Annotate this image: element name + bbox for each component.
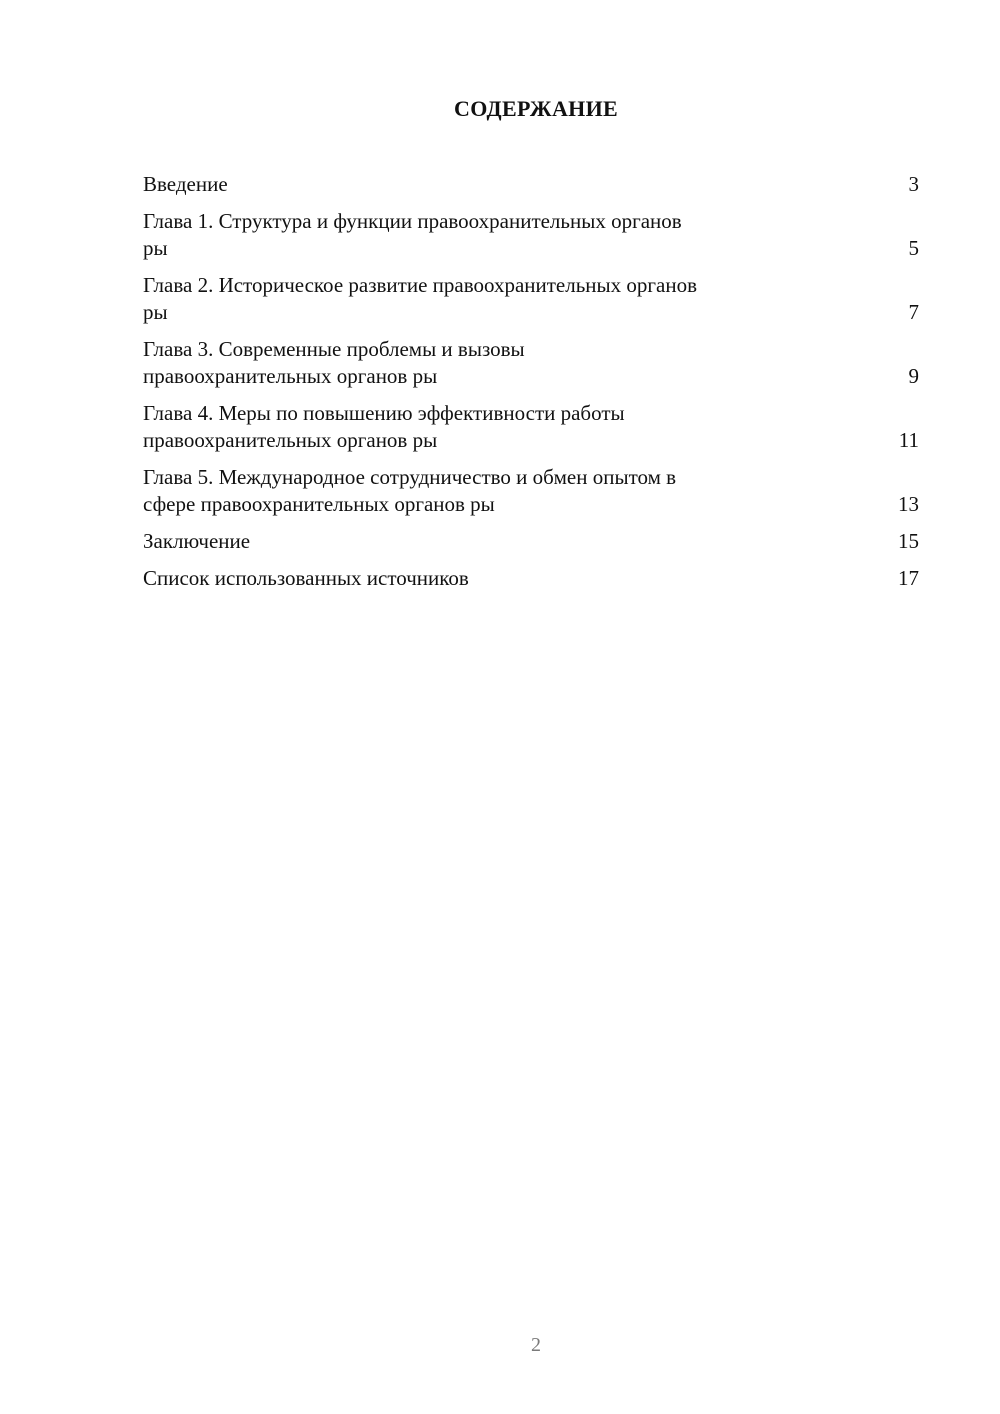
toc-item-chapter-1 <box>143 208 919 262</box>
toc-item-page: 13 <box>898 492 919 516</box>
toc-item-chapter-5 <box>143 464 919 518</box>
toc-item-page: 11 <box>898 428 919 452</box>
page-number: 2 <box>531 1334 541 1356</box>
toc-item-page: 17 <box>898 566 919 590</box>
page-title: СОДЕРЖАНИЕ <box>454 96 618 121</box>
toc-item-label: Список использованных источников <box>143 566 469 590</box>
toc-item-page: 15 <box>898 529 919 553</box>
toc-item-page: 3 <box>908 172 919 196</box>
toc-item-conclusion <box>143 528 919 555</box>
toc-item-page: 5 <box>908 236 919 260</box>
toc-item-label: Глава 5. Международное сотрудничество и обмен опытом в сфере правоохранительных органов ры <box>143 465 677 516</box>
toc-item-chapter-4 <box>143 400 919 454</box>
toc-item-label: Введение <box>143 172 228 196</box>
toc-item-label: Глава 3. Современные проблемы и вызовы правоохранительных органов ры <box>143 337 525 388</box>
toc-item-label: Глава 2. Историческое развитие правоохранительных органов ры <box>143 273 697 324</box>
toc-item-introduction <box>143 171 919 198</box>
toc-item-references <box>143 565 919 592</box>
toc-item-label: Глава 4. Меры по повышению эффективности работы правоохранительных органов ры <box>143 401 625 452</box>
toc-item-label: Заключение <box>143 529 251 553</box>
toc-item-page: 9 <box>908 364 919 388</box>
table-of-contents <box>143 171 919 602</box>
toc-item-page: 7 <box>908 300 919 324</box>
toc-item-chapter-3 <box>143 336 919 390</box>
toc-item-label: Глава 1. Структура и функции правоохранительных органов ры <box>143 209 682 260</box>
toc-item-chapter-2 <box>143 272 919 326</box>
